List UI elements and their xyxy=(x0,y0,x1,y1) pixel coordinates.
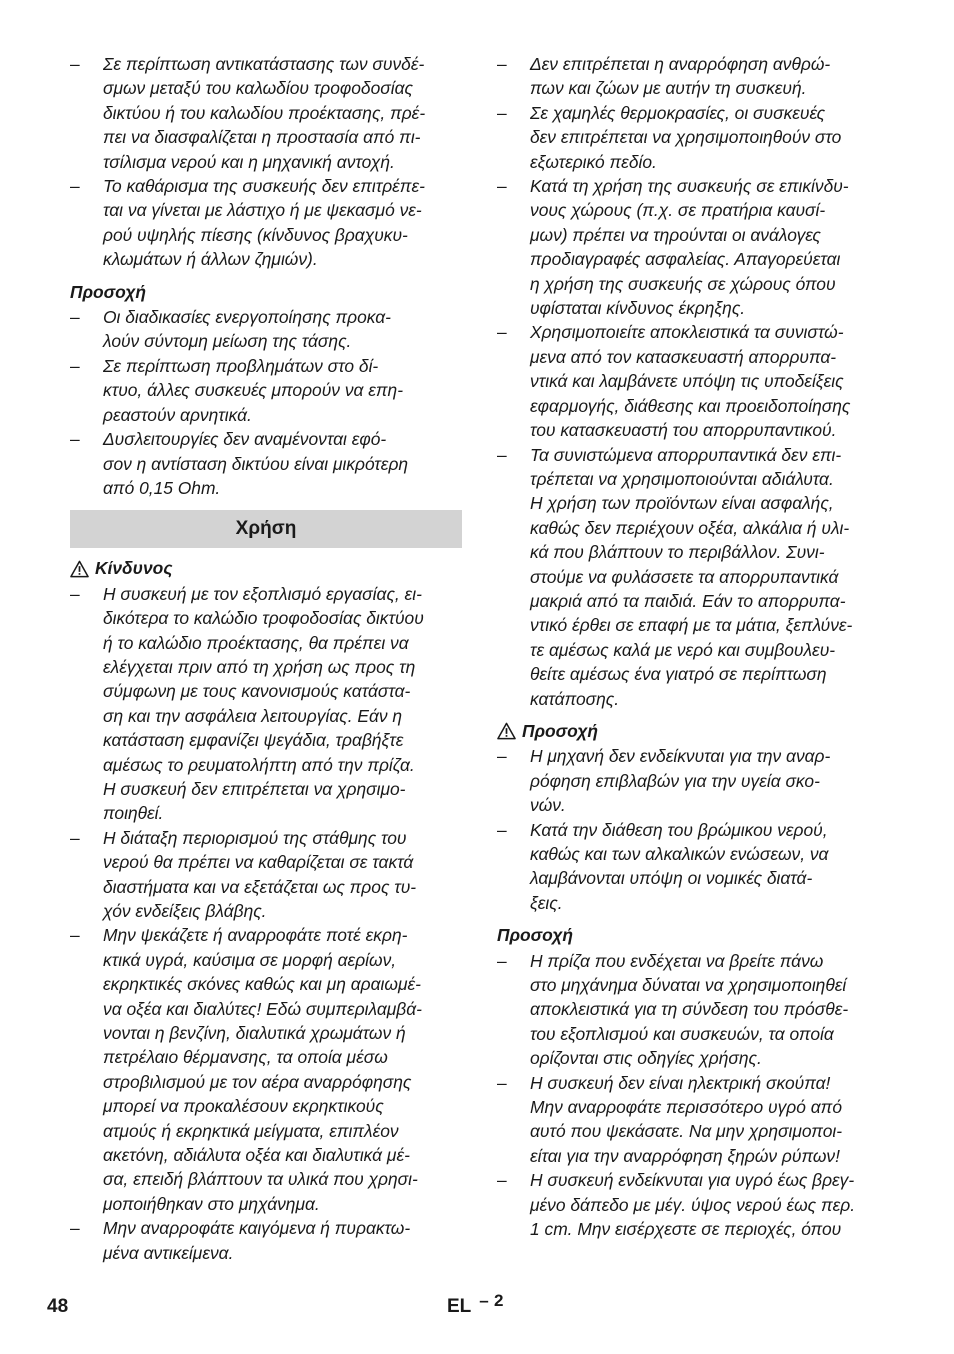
text-line: ντικά και λαμβάνετε υπόψη τις υποδείξεις xyxy=(530,371,844,392)
list-item xyxy=(70,826,462,924)
text-line: του εξοπλισμού και συσκευών, τα οποία xyxy=(530,1023,834,1044)
list-item xyxy=(70,52,462,174)
text-line: ντικό έρθει σε επαφή με τα μάτια, ξεπλύνε- xyxy=(530,615,853,636)
language-footer xyxy=(447,1291,504,1318)
text-line: εφαρμογής, διάθεσης και προειδοποίησης xyxy=(530,395,851,416)
text-line: ρού υψηλής πίεσης (κίνδυνος βραχυκυ- xyxy=(103,224,408,245)
text-line: κτικά υγρά, καύσιμα σε μορφή αερίων, xyxy=(103,949,397,970)
text-line: δεν επιτρέπεται να χρησιμοποιηθούν στο xyxy=(530,127,842,148)
danger-label: Κίνδυνος xyxy=(95,558,173,579)
text-line: νερού θα πρέπει να καθαρίζεται σε τακτά xyxy=(103,852,414,873)
text-line: αυτό που ψεκάσατε. Να μην χρησιμοποι- xyxy=(530,1121,843,1142)
text-line: κατάποσης. xyxy=(530,688,620,709)
text-line: – Οι διαδικασίες ενεργοποίησης προκα- xyxy=(103,307,391,328)
text-line: μων) πρέπει να τηρούνται οι ανάλογες xyxy=(530,224,821,245)
text-line: ται να γίνεται με λάστιχο ή με ψεκασμό νε- xyxy=(103,200,422,221)
text-line: κατάσταση εμφανίζει ψεγάδια, τραβήξτε xyxy=(103,730,404,751)
text-line: τε αμέσως καλά με νερό και συμβουλευ- xyxy=(530,639,836,660)
list-item xyxy=(497,1071,889,1169)
text-line: καθώς δεν περιέχουν οξέα, αλκάλια ή υλι- xyxy=(530,517,850,538)
text-line: σα, επειδή βλάπτουν τα υλικά που χρησι- xyxy=(103,1169,418,1190)
right-list-2 xyxy=(497,744,889,915)
text-line: η χρήση της συσκευής σε χώρους όπου xyxy=(530,273,836,294)
text-line: χόν ενδείξεις βλάβης. xyxy=(103,901,267,921)
text-line: Μην αναρροφάτε περισσότερο υγρό από xyxy=(530,1097,842,1118)
right-list-1 xyxy=(497,52,889,711)
text-line: υφίσταται κίνδυνος έκρηξης. xyxy=(530,298,746,319)
text-line: μένο δάπεδο με μέγ. ύψος νερού έως περ. xyxy=(530,1194,856,1215)
list-item xyxy=(497,818,889,916)
text-line: αμέσως το ρευματολήπτη από την πρίζα. xyxy=(103,754,415,775)
list-item xyxy=(497,1168,889,1241)
text-line: σον η αντίσταση δικτύου είναι μικρότερη xyxy=(103,453,409,474)
text-line: – Η πρίζα που ενδέχεται να βρείτε πάνω xyxy=(530,950,824,971)
list-item xyxy=(70,923,462,1216)
text-line: σύμφωνη με τους κανονισμούς κατάστα- xyxy=(103,681,411,702)
text-line: πει να διασφαλίζεται η προστασία από πι- xyxy=(103,127,421,148)
text-line: – Χρησιμοποιείτε αποκλειστικά τα συνιστώ- xyxy=(530,322,844,343)
text-line: – Κατά την διάθεση του βρώμικου νερού, xyxy=(530,819,828,840)
text-line: – Η συσκευή δεν είναι ηλεκτρική σκούπα! xyxy=(530,1072,831,1093)
text-line: δικότερα το καλώδιο τροφοδοσίας δικτύου xyxy=(103,608,424,629)
text-line: – Το καθάρισμα της συσκευής δεν επιτρέπε- xyxy=(103,176,425,197)
text-line: κλωμάτων ή άλλων ζημιών). xyxy=(103,249,318,270)
text-line: ρεαστούν αρνητικά. xyxy=(103,404,252,425)
text-line: – Μην αναρροφάτε καιγόμενα ή πυρακτω- xyxy=(103,1218,411,1239)
text-line: πετρέλαιο θέρμανσης, τα οποία μέσω xyxy=(103,1047,388,1068)
text-line: δικτύου ή του καλωδίου προέκτασης, πρέ- xyxy=(103,102,426,123)
text-line: Η χρήση των προϊόντων είναι ασφαλής, xyxy=(530,493,834,514)
caution-warning-heading xyxy=(497,719,889,743)
list-item xyxy=(497,443,889,711)
text-line: – Η μηχανή δεν ενδείκνυται για την αναρ- xyxy=(530,746,831,767)
text-line: εξωτερικό πεδίο. xyxy=(530,151,657,172)
text-line: στροβιλισμού με τον αέρα αναρρόφησης xyxy=(103,1071,412,1092)
left-column xyxy=(70,52,462,1265)
list-item xyxy=(70,1216,462,1265)
list-item xyxy=(497,949,889,1071)
text-line: ση και την ασφάλεια λειτουργίας. Εάν η xyxy=(103,705,403,726)
text-line: ατμούς ή εκρηκτικά μείγματα, επιπλέον xyxy=(103,1120,399,1141)
text-line: – Η συσκευή με τον εξοπλισμό εργασίας, ει- xyxy=(103,583,422,604)
text-line: – Δεν επιτρέπεται η αναρρόφηση ανθρώ- xyxy=(530,54,831,74)
text-line: – Η συσκευή ενδείκνυται για υγρό έως βρεγ- xyxy=(530,1170,855,1191)
text-line: θείτε αμέσως ένα γιατρό σε περίπτωση xyxy=(530,664,827,685)
text-line: τρέπεται να χρησιμοποιούνται αδιάλυτα. xyxy=(530,468,834,489)
text-line: να οξέα και διαλύτες! Εδώ συμπεριλαμβά- xyxy=(103,998,422,1019)
list-item xyxy=(70,305,462,354)
text-line: προδιαγραφές ασφαλείας. Απαγορεύεται xyxy=(530,249,841,270)
danger-heading xyxy=(70,556,462,580)
text-line: ακετόνη, αδιάλυτα οξέα και διαλυτικά μέ- xyxy=(103,1145,410,1166)
text-line: – Σε περίπτωση αντικατάστασης των συνδέ- xyxy=(103,54,425,74)
text-line: – Σε χαμηλές θερμοκρασίες, οι συσκευές xyxy=(530,102,826,123)
text-line: μακριά από τα παιδιά. Εάν το απορρυπα- xyxy=(530,590,846,611)
text-line: 1 cm. Μην εισέρχεστε σε περιοχές, όπου xyxy=(530,1219,842,1240)
list-item xyxy=(497,174,889,320)
list-item xyxy=(70,582,462,826)
text-line: – Δυσλειτουργίες δεν αναμένονται εφό- xyxy=(103,429,387,450)
text-line: νους χώρους (π.χ. σε πρατήρια καυσί- xyxy=(530,200,826,221)
text-line: ορίζονται στις οδηγίες χρήσης. xyxy=(530,1048,762,1069)
list-item xyxy=(497,744,889,817)
text-line: διαστήματα και να εξετάζεται ως προς τυ- xyxy=(103,876,417,897)
sub-page-number: 2 xyxy=(494,1291,504,1310)
text-line: τσίλισμα νερού και η μηχανική αντοχή. xyxy=(103,151,395,172)
text-line: στούμε να φυλάσσετε τα απορρυπαντικά xyxy=(530,566,839,587)
caution-heading: Προσοχή xyxy=(70,281,146,302)
text-line: πων και ζώων με αυτήν τη συσκευή. xyxy=(530,78,807,99)
text-line: εκρηκτικές σκόνες καθώς και μη αραιωμέ- xyxy=(103,974,421,995)
list-item xyxy=(497,52,889,101)
left-list-1 xyxy=(70,52,462,272)
text-line: – Τα συνιστώμενα απορρυπαντικά δεν επι- xyxy=(530,444,842,465)
text-line: νών. xyxy=(530,795,566,816)
warning-triangle-icon xyxy=(70,560,89,578)
text-line: νονται η βενζίνη, διαλυτικά χρωμάτων ή xyxy=(103,1023,406,1044)
text-line: – Σε περίπτωση προβλημάτων στο δί- xyxy=(103,355,379,376)
left-list-3 xyxy=(70,582,462,1265)
text-line: ποιηθεί. xyxy=(103,803,164,824)
list-item xyxy=(497,320,889,442)
text-line: ρόφηση επιβλαβών για την υγεία σκο- xyxy=(530,770,820,791)
text-line: ή το καλώδιο προέκτασης, θα πρέπει να xyxy=(103,632,409,653)
text-line: ξεις. xyxy=(530,892,563,913)
text-line: καθώς και των αλκαλικών ενώσεων, να xyxy=(530,844,829,864)
right-list-3 xyxy=(497,949,889,1242)
text-line: κτυο, άλλες συσκευές μπορούν να επη- xyxy=(103,380,404,401)
list-item xyxy=(70,354,462,427)
text-line: λούν σύντομη μείωση της τάσης. xyxy=(103,331,352,352)
list-item xyxy=(497,101,889,174)
section-title: Χρήση xyxy=(70,510,462,548)
list-item xyxy=(70,174,462,272)
text-line: μπορεί να προκαλέσουν εκρηκτικούς xyxy=(103,1096,384,1117)
text-line: από 0,15 Ohm. xyxy=(103,477,221,498)
text-line: – Μην ψεκάζετε ή αναρροφάτε ποτέ εκρη- xyxy=(103,925,408,946)
text-line: μενα από τον κατασκευαστή απορρυπα- xyxy=(530,346,837,367)
page-number: 48 xyxy=(47,1296,69,1317)
warning-triangle-icon xyxy=(497,722,516,740)
text-line: λαμβάνονται υπόψη οι νομικές διατά- xyxy=(530,868,813,889)
language-code: EL xyxy=(447,1296,472,1317)
text-line: σμων μεταξύ του καλωδίου τροφοδοσίας xyxy=(103,78,413,99)
list-item xyxy=(70,427,462,500)
text-line: – Κατά τη χρήση της συσκευής σε επικίνδυ- xyxy=(530,176,849,197)
caution-heading-2: Προσοχή xyxy=(497,925,573,946)
text-line: είται για την αναρρόφηση ξηρών ρύπων! xyxy=(530,1145,840,1166)
footer-dash: – xyxy=(479,1291,489,1310)
text-line: στο μηχάνημα δύναται να χρησιμοποιηθεί xyxy=(530,975,847,996)
text-line: Η συσκευή δεν επιτρέπεται να χρησιμο- xyxy=(103,778,406,799)
text-line: του κατασκευαστή του απορρυπαντικού. xyxy=(530,420,837,441)
text-line: μένα αντικείμενα. xyxy=(103,1242,234,1263)
text-line: κά που βλάπτουν το περιβάλλον. Συνι- xyxy=(530,542,825,563)
right-column xyxy=(497,52,889,1242)
text-line: ελέγχεται πριν από τη χρήση ως προς τη xyxy=(103,656,416,677)
text-line: μοποιήθηκαν στο μηχάνημα. xyxy=(103,1193,320,1214)
left-list-2 xyxy=(70,305,462,500)
text-line: – Η διάταξη περιορισμού της στάθμης του xyxy=(103,827,407,848)
caution-warning-label: Προσοχή xyxy=(522,720,598,741)
text-line: αποκλειστικά για τη σύνδεση του πρόσθε- xyxy=(530,999,849,1020)
